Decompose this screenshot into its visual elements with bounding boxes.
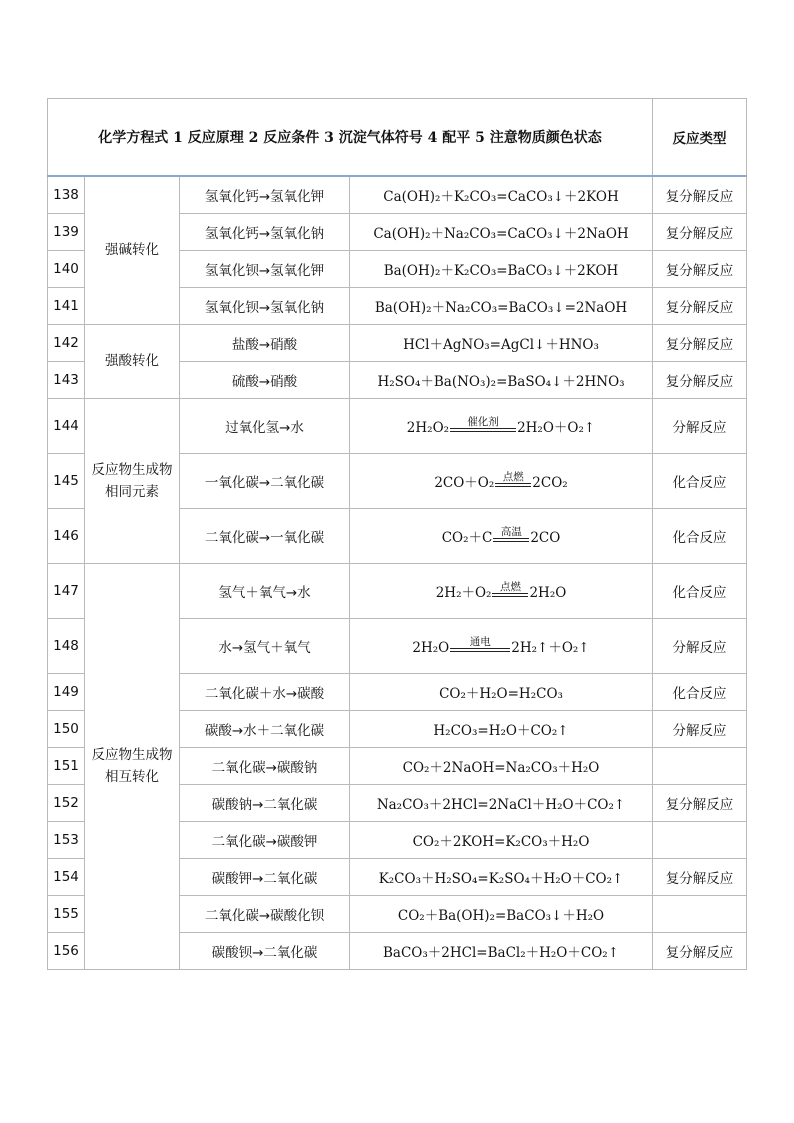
equation: CO₂＋Ba(OH)₂=BaCO₃↓＋H₂O: [350, 895, 653, 932]
row-number: 143: [48, 361, 85, 398]
equation-right: 2H₂O: [529, 584, 567, 601]
conversion-name: 氢氧化钡→氢氧化钾: [180, 250, 350, 287]
row-number: 138: [48, 176, 85, 213]
double-line: [450, 648, 510, 652]
conversion-name: 氢氧化钙→氢氧化钠: [180, 213, 350, 250]
conversion-name: 二氧化碳→碳酸钠: [180, 747, 350, 784]
row-number: 147: [48, 563, 85, 618]
conversion-name: 二氧化碳→碳酸化钡: [180, 895, 350, 932]
equation: Ba(OH)₂＋K₂CO₃=BaCO₃↓＋2KOH: [350, 250, 653, 287]
conversion-name: 氢氧化钡→氢氧化钠: [180, 287, 350, 324]
equation: Ba(OH)₂＋Na₂CO₃=BaCO₃↓=2NaOH: [350, 287, 653, 324]
table-title: 化学方程式 1 反应原理 2 反应条件 3 沉淀气体符号 4 配平 5 注意物质颜色状态: [48, 99, 653, 177]
group-label: 反应物生成物相互转化: [85, 563, 180, 969]
conversion-name: 氢气＋氧气→水: [180, 563, 350, 618]
row-number: 140: [48, 250, 85, 287]
reaction-type: 复分解反应: [653, 213, 747, 250]
conversion-name: 二氧化碳＋水→碳酸: [180, 673, 350, 710]
reaction-type: 复分解反应: [653, 287, 747, 324]
reaction-type: [653, 821, 747, 858]
equation: H₂CO₃=H₂O＋CO₂↑: [350, 710, 653, 747]
equation: Ca(OH)₂＋Na₂CO₃=CaCO₃↓＋2NaOH: [350, 213, 653, 250]
equation: [350, 563, 653, 618]
equation: Na₂CO₃＋2HCl=2NaCl＋H₂O＋CO₂↑: [350, 784, 653, 821]
conversion-name: 盐酸→硝酸: [180, 324, 350, 361]
reaction-type: 复分解反应: [653, 361, 747, 398]
row-number: 155: [48, 895, 85, 932]
group-label: 反应物生成物相同元素: [85, 398, 180, 563]
reaction-type: 复分解反应: [653, 858, 747, 895]
condition-sign: [492, 581, 528, 601]
conversion-name: 硫酸→硝酸: [180, 361, 350, 398]
row-number: 139: [48, 213, 85, 250]
condition-sign: [450, 636, 510, 656]
row-number: 156: [48, 932, 85, 969]
equation-right: 2CO₂: [532, 474, 568, 491]
row-number: 142: [48, 324, 85, 361]
reaction-type: 分解反应: [653, 398, 747, 453]
equation: CO₂＋2NaOH=Na₂CO₃＋H₂O: [350, 747, 653, 784]
row-number: 154: [48, 858, 85, 895]
equation-right: 2CO: [530, 529, 561, 546]
reaction-type: 化合反应: [653, 508, 747, 563]
condition-sign: [493, 526, 529, 546]
condition-sign: [495, 471, 531, 491]
reaction-condition: 高温: [500, 525, 522, 538]
conversion-name: 一氧化碳→二氧化碳: [180, 453, 350, 508]
equation: [350, 618, 653, 673]
conversion-name: 过氧化氢→水: [180, 398, 350, 453]
equation: K₂CO₃＋H₂SO₄=K₂SO₄＋H₂O＋CO₂↑: [350, 858, 653, 895]
reaction-type-header: 反应类型: [653, 99, 747, 177]
reaction-type: 化合反应: [653, 563, 747, 618]
row-number: 141: [48, 287, 85, 324]
row-number: 146: [48, 508, 85, 563]
reaction-condition: 催化剂: [467, 415, 499, 428]
equation: CO₂＋H₂O=H₂CO₃: [350, 673, 653, 710]
double-line: [493, 538, 529, 542]
equation: BaCO₃＋2HCl=BaCl₂＋H₂O＋CO₂↑: [350, 932, 653, 969]
reaction-type: 复分解反应: [653, 932, 747, 969]
reaction-type: 复分解反应: [653, 324, 747, 361]
table-row: [48, 324, 747, 361]
reaction-type: 分解反应: [653, 710, 747, 747]
equation: [350, 453, 653, 508]
conversion-name: 二氧化碳→一氧化碳: [180, 508, 350, 563]
equation-left: 2H₂O: [412, 639, 450, 656]
reaction-type: 化合反应: [653, 453, 747, 508]
reaction-condition: 点燃: [502, 470, 524, 483]
row-number: 144: [48, 398, 85, 453]
equation-right: 2H₂↑＋O₂↑: [511, 639, 590, 656]
conversion-name: 水→氢气＋氧气: [180, 618, 350, 673]
equation: HCl＋AgNO₃=AgCl↓＋HNO₃: [350, 324, 653, 361]
equation: H₂SO₄＋Ba(NO₃)₂=BaSO₄↓＋2HNO₃: [350, 361, 653, 398]
reaction-table: [47, 98, 747, 970]
row-number: 150: [48, 710, 85, 747]
equation-left: 2H₂＋O₂: [435, 584, 492, 601]
reaction-type: 化合反应: [653, 673, 747, 710]
table-row: [48, 563, 747, 618]
row-number: 152: [48, 784, 85, 821]
group-label: 强碱转化: [85, 176, 180, 324]
reaction-type: [653, 747, 747, 784]
reaction-condition: 通电: [469, 635, 491, 648]
reaction-type: 复分解反应: [653, 784, 747, 821]
reaction-type: [653, 895, 747, 932]
reaction-condition: 点燃: [499, 580, 521, 593]
conversion-name: 氢氧化钙→氢氧化钾: [180, 176, 350, 213]
row-number: 145: [48, 453, 85, 508]
equation: [350, 398, 653, 453]
conversion-name: 碳酸钾→二氧化碳: [180, 858, 350, 895]
equation: Ca(OH)₂＋K₂CO₃=CaCO₃↓＋2KOH: [350, 176, 653, 213]
conversion-name: 碳酸钠→二氧化碳: [180, 784, 350, 821]
equation-left: 2H₂O₂: [406, 419, 450, 436]
conversion-name: 二氧化碳→碳酸钾: [180, 821, 350, 858]
row-number: 148: [48, 618, 85, 673]
row-number: 153: [48, 821, 85, 858]
row-number: 151: [48, 747, 85, 784]
equation-left: 2CO＋O₂: [434, 474, 495, 491]
condition-sign: [450, 416, 516, 436]
table-row: [48, 176, 747, 213]
conversion-name: 碳酸钡→二氧化碳: [180, 932, 350, 969]
double-line: [450, 428, 516, 432]
equation: CO₂＋2KOH=K₂CO₃＋H₂O: [350, 821, 653, 858]
reaction-type: 复分解反应: [653, 250, 747, 287]
reaction-type: 分解反应: [653, 618, 747, 673]
conversion-name: 碳酸→水＋二氧化碳: [180, 710, 350, 747]
equation-left: CO₂＋C: [441, 529, 493, 546]
reaction-type: 复分解反应: [653, 176, 747, 213]
group-label: 强酸转化: [85, 324, 180, 398]
table-row: [48, 398, 747, 453]
row-number: 149: [48, 673, 85, 710]
double-line: [495, 483, 531, 487]
table-header-row: [48, 99, 747, 177]
equation: [350, 508, 653, 563]
equation-right: 2H₂O＋O₂↑: [517, 419, 596, 436]
double-line: [492, 593, 528, 597]
